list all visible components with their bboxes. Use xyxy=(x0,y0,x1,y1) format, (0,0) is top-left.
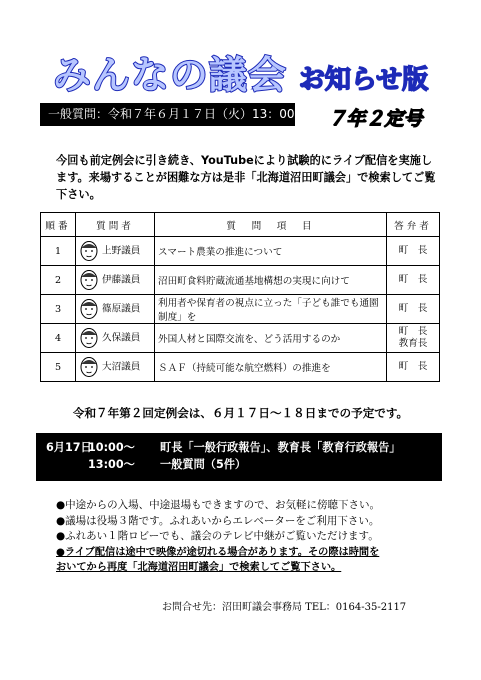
portrait-icon xyxy=(79,298,99,320)
session-bar: 一般質問：令和７年６月１７日（火）13：00～ xyxy=(40,103,295,126)
questioner-name: 上野議員 xyxy=(102,245,141,257)
question-topic: ＳＡＦ（持続可能な航空燃料）の推進を xyxy=(155,353,387,382)
table-row xyxy=(41,295,440,324)
note-item: ●ライブ配信は途中で映像が途切れる場合があります。その際は時間を xyxy=(56,546,380,558)
questioner-name: 久保議員 xyxy=(102,332,141,344)
questioner-name: 篠原議員 xyxy=(102,303,141,315)
header-order: 順番 xyxy=(41,213,76,237)
answerer: 町 長 xyxy=(398,245,428,256)
title-sub: お知らせ版 xyxy=(298,65,429,95)
question-table xyxy=(40,212,440,382)
schedule-item: 一般質問（5件） xyxy=(160,458,247,471)
question-topic: スマート農業の推進について xyxy=(155,237,387,266)
questioner xyxy=(76,295,155,324)
schedule-time: 10:00～ xyxy=(88,441,135,454)
row-number: 1 xyxy=(41,237,76,266)
row-number: 2 xyxy=(41,266,76,295)
issue-number: ７年２定号 xyxy=(327,108,423,130)
questioner xyxy=(76,237,155,266)
questioner xyxy=(76,266,155,295)
note-item: ●中途からの入場、中途退場もできますので、お気軽に傍聴下さい。 xyxy=(56,499,380,511)
header-answerer: 答弁者 xyxy=(387,213,440,237)
portrait-icon xyxy=(79,269,99,291)
table-row xyxy=(41,324,440,353)
portrait-icon xyxy=(79,240,99,262)
answerer-cell xyxy=(387,237,440,266)
schedule-heading: 令和７年第２回定例会は、６月１７日～１８日までの予定です。 xyxy=(72,406,409,420)
schedule-date: 6月17日 xyxy=(46,441,92,454)
notes-list xyxy=(56,498,446,576)
contact-info: お問合せ先：沼田町議会事務局 TEL：0164-35-2117 xyxy=(162,602,407,613)
answerer: 町 長 xyxy=(398,326,428,337)
table-row xyxy=(41,353,440,382)
schedule-time: 13:00～ xyxy=(88,458,135,471)
questioner-name: 伊藤議員 xyxy=(102,274,141,286)
question-topic: 利用者や保育者の視点に立った「子ども誰でも通園制度」を xyxy=(155,295,387,324)
portrait-icon xyxy=(79,356,99,378)
question-topic: 外国人材と国際交流を、どう活用するのか xyxy=(155,324,387,353)
title-main: みんなの議会 xyxy=(52,53,287,97)
schedule-box xyxy=(36,433,442,481)
header-questioner: 質問者 xyxy=(76,213,155,237)
answerer-cell xyxy=(387,266,440,295)
schedule-row xyxy=(46,456,442,473)
note-item: ●ふれあい１階ロビーでも、議会のテレビ中継がご覧いただけます。 xyxy=(56,530,379,542)
row-number: 3 xyxy=(41,295,76,324)
answerer: 町 長 xyxy=(398,361,428,372)
intro-text: 今回も前定例会に引き続き、YouTubeにより試験的にライブ配信を実施します。来場することが困難な方は是非「北海道沼田町議会」で検索してご覧下さい。 xyxy=(56,154,436,201)
questioner xyxy=(76,324,155,353)
table-row xyxy=(41,237,440,266)
schedule-item: 町長「一般行政報告」、教育長「教育行政報告」 xyxy=(160,441,401,454)
header-topic: 質 問 項 目 xyxy=(155,213,387,237)
schedule-row xyxy=(46,439,442,456)
answerer-cell xyxy=(387,295,440,324)
answerer-cell xyxy=(387,353,440,382)
answerer: 町 長 xyxy=(398,274,428,285)
row-number: 4 xyxy=(41,324,76,353)
note-item: ●議場は役場３階です。ふれあいからエレベーターをご利用下さい。 xyxy=(56,514,380,527)
table-header-row xyxy=(41,213,440,237)
answerer: 町 長 xyxy=(398,303,428,314)
answerer: 教育長 xyxy=(398,338,428,349)
table-row xyxy=(41,266,440,295)
note-item: おいてから再度「北海道沼田町議会」で検索してご覧下さい。 xyxy=(56,562,342,573)
question-topic: 沼田町食料貯蔵流通基地構想の実現に向けて xyxy=(155,266,387,295)
answerer-cell xyxy=(387,324,440,353)
questioner xyxy=(76,353,155,382)
portrait-icon xyxy=(79,327,99,349)
page-title xyxy=(0,44,481,99)
questioner-name: 大沼議員 xyxy=(102,361,141,373)
row-number: 5 xyxy=(41,353,76,382)
